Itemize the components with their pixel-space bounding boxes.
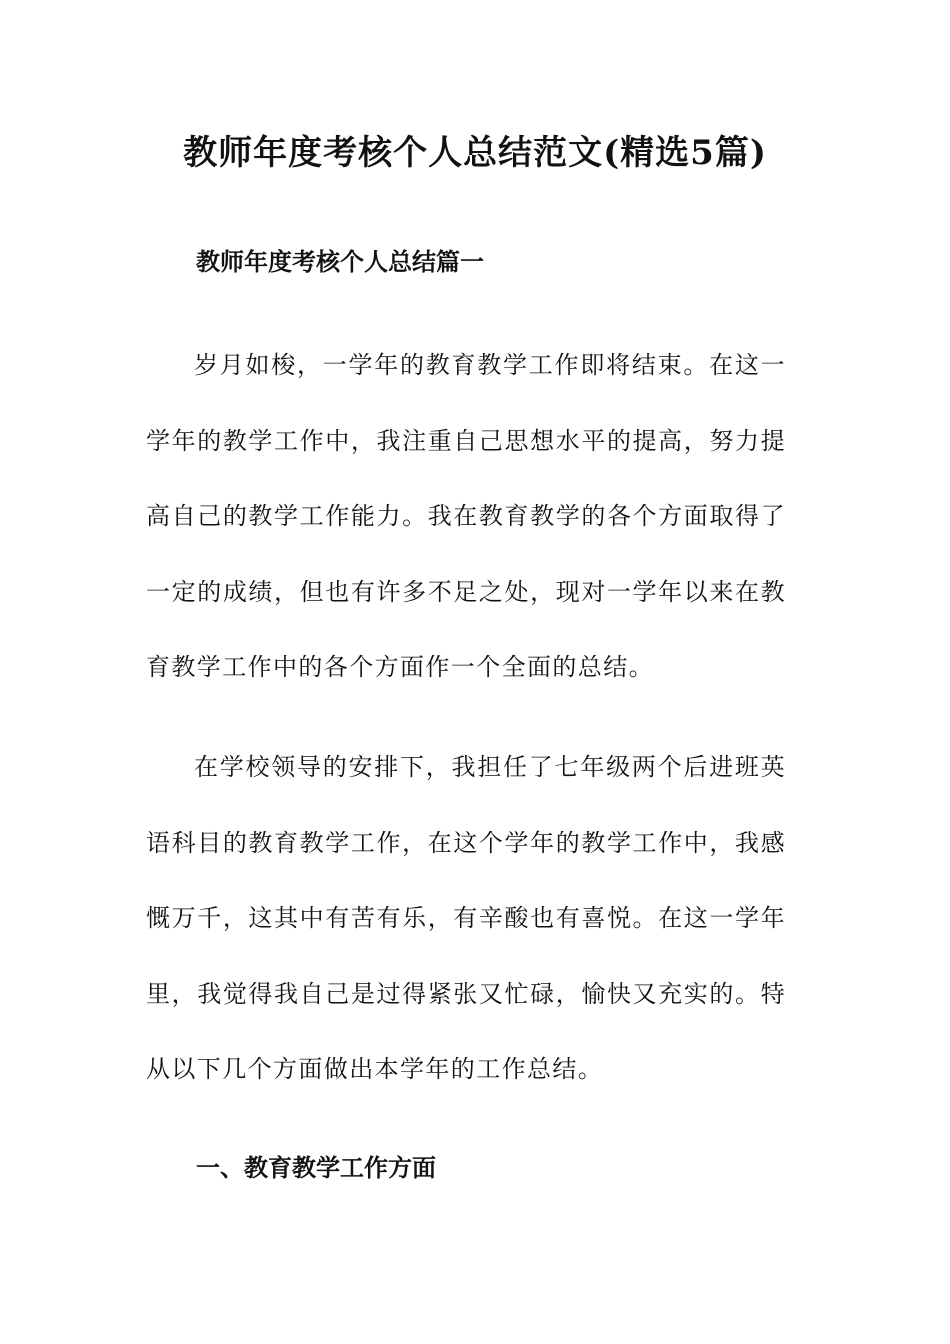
subheading-teaching-work: 一、教育教学工作方面 xyxy=(196,1153,436,1182)
document-title: 教师年度考核个人总结范文(精选5篇) xyxy=(183,133,767,173)
paragraph-assignment: 在学校领导的安排下，我担任了七年级两个后进班英语科目的教育教学工作，在这个学年的教学工作中，我感慨万千，这其中有苦有乐，有辛酸也有喜悦。在这一学年里，我觉得我自己是过得紧张又忙碌，愉快又充实的。特从以下几个方面做出本学年的工作总结。 xyxy=(146,753,786,1084)
paragraph-intro: 岁月如梭，一学年的教育教学工作即将结束。在这一学年的教学工作中，我注重自己思想水平的提高，努力提高自己的教学工作能力。我在教育教学的各个方面取得了一定的成绩，但也有许多不足之处，现对一学年以来在教育教学工作中的各个方面作一个全面的总结。 xyxy=(146,351,786,682)
section-heading: 教师年度考核个人总结篇一 xyxy=(196,247,484,276)
